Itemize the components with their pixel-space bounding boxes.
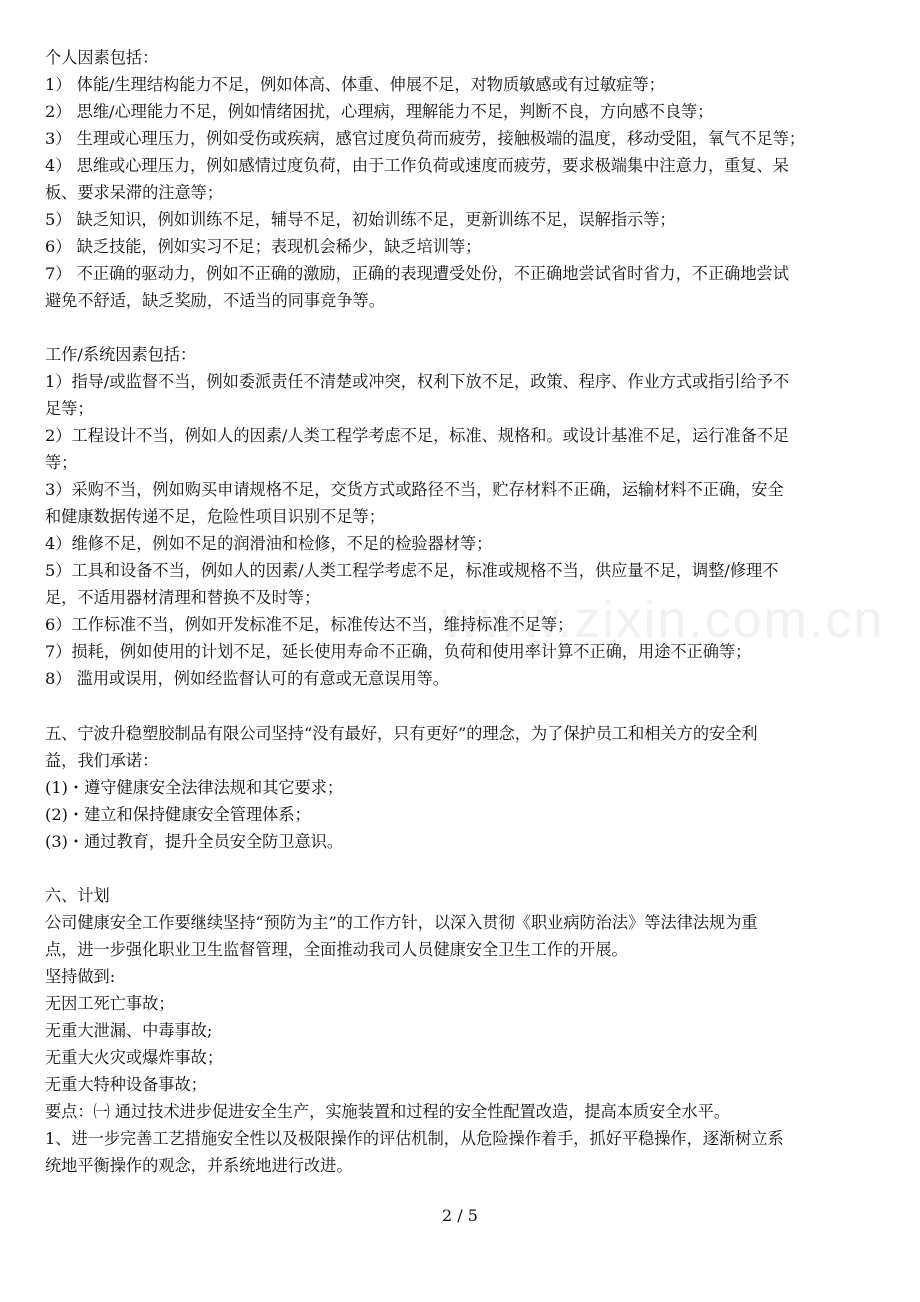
goal-item: 无因工死亡事故； [45, 994, 175, 1013]
commitment-item: (3)・通过教育，提升全员安全防卫意识。 [45, 832, 344, 851]
system-factor-line: 6）工作标准不当，例如开发标准不足，标准传达不当，维持标准不足等； [45, 615, 574, 634]
plan-intro-line: 点，进一步强化职业卫生监督管理，全面推动我司人员健康安全卫生工作的开展。 [45, 940, 628, 959]
goal-item: 无重大特种设备事故； [45, 1075, 207, 1094]
personal-factor-line: 避免不舒适，缺乏奖励，不适当的同事竞争等。 [45, 291, 385, 310]
system-factor-line: 足等； [45, 399, 94, 418]
system-factor-line: 1）指导/或监督不当，例如委派责任不清楚或冲突，权利下放不足，政策、程序、作业方式或指引给予不 [45, 372, 790, 391]
system-factor-line: 5）工具和设备不当，例如人的因素/人类工程学考虑不足，标准或规格不当，供应量不足，调整/修理不 [45, 561, 779, 580]
system-factors-heading: 工作/系统因素包括： [45, 345, 197, 364]
system-factor-line: 3）采购不当，例如购买申请规格不足，交货方式或路径不当，贮存材料不正确，运输材料不正确，安全 [45, 480, 784, 499]
section-five-line: 益，我们承诺： [45, 751, 159, 770]
personal-factor-line: 6） 缺乏技能，例如实习不足；表现机会稀少，缺乏培训等； [45, 237, 482, 256]
personal-factor-line: 4） 思维或心理压力，例如感情过度负荷，由于工作负荷或速度而疲劳，要求极端集中注意力，重复、呆 [45, 156, 789, 175]
goals-heading: 坚持做到: [45, 967, 116, 986]
commitment-item: (1)・遵守健康安全法律法规和其它要求； [45, 778, 344, 797]
system-factor-line: 8） 滥用或误用，例如经监督认可的有意或无意误用等。 [45, 669, 449, 688]
page-number: 2 / 5 [442, 1206, 478, 1225]
key-points-line: 要点：㈠ 通过技术进步促进安全生产，实施装置和过程的安全性配置改造，提高本质安全水平。 [45, 1102, 731, 1121]
personal-factor-line: 2） 思维/心理能力不足，例如情绪困扰，心理病，理解能力不足，判断不良，方向感不良等； [45, 102, 714, 121]
goal-item: 无重大火灾或爆炸事故； [45, 1048, 224, 1067]
personal-factor-line: 1） 体能/生理结构能力不足，例如体高、体重、伸展不足，对物质敏感或有过敏症等； [45, 75, 665, 94]
watermark: www.zixin.com.cn [442, 591, 885, 649]
system-factor-line: 7）损耗，例如使用的计划不足，延长使用寿命不正确，负荷和使用率计算不正确，用途不正确等； [45, 642, 752, 661]
personal-factors-heading: 个人因素包括： [45, 48, 159, 67]
section-five-heading: 五、宁波升稳塑胶制品有限公司坚持“没有最好，只有更好”的理念，为了保护员工和相关方的安全利 [45, 724, 758, 743]
plan-intro-line: 公司健康安全工作要继续坚持“预防为主”的工作方针，以深入贯彻《职业病防治法》等法律法规为重 [45, 913, 758, 932]
plan-item-line: 1、进一步完善工艺措施安全性以及极限操作的评估机制，从危险操作着手，抓好平稳操作，逐渐树立系 [45, 1129, 784, 1148]
commitment-item: (2)・建立和保持健康安全管理体系； [45, 805, 311, 824]
personal-factor-line: 3） 生理或心理压力，例如受伤或疾病，感官过度负荷而疲劳，接触极端的温度，移动受阻，氧气不足等； [45, 129, 806, 148]
section-six-heading: 六、计划 [45, 886, 110, 905]
plan-item-line: 统地平衡操作的观念，并系统地进行改进。 [45, 1156, 353, 1175]
system-factor-line: 等； [45, 453, 78, 472]
system-factor-line: 4）维修不足，例如不足的润滑油和检修，不足的检验器材等； [45, 534, 493, 553]
system-factor-line: 2）工程设计不当，例如人的因素/人类工程学考虑不足，标准、规格和。或设计基准不足，运行准备不足 [45, 426, 790, 445]
personal-factor-line: 板、要求呆滞的注意等； [45, 183, 224, 202]
system-factor-line: 和健康数据传递不足，危险性项目识别不足等； [45, 507, 385, 526]
system-factor-line: 足，不适用器材清理和替换不及时等； [45, 588, 321, 607]
goal-item: 无重大泄漏、中毒事故; [45, 1021, 213, 1040]
personal-factor-line: 5） 缺乏知识，例如训练不足，辅导不足，初始训练不足，更新训练不足，误解指示等； [45, 210, 676, 229]
personal-factor-line: 7） 不正确的驱动力，例如不正确的激励，正确的表现遭受处份，不正确地尝试省时省力，不正确地尝试 [45, 264, 789, 283]
